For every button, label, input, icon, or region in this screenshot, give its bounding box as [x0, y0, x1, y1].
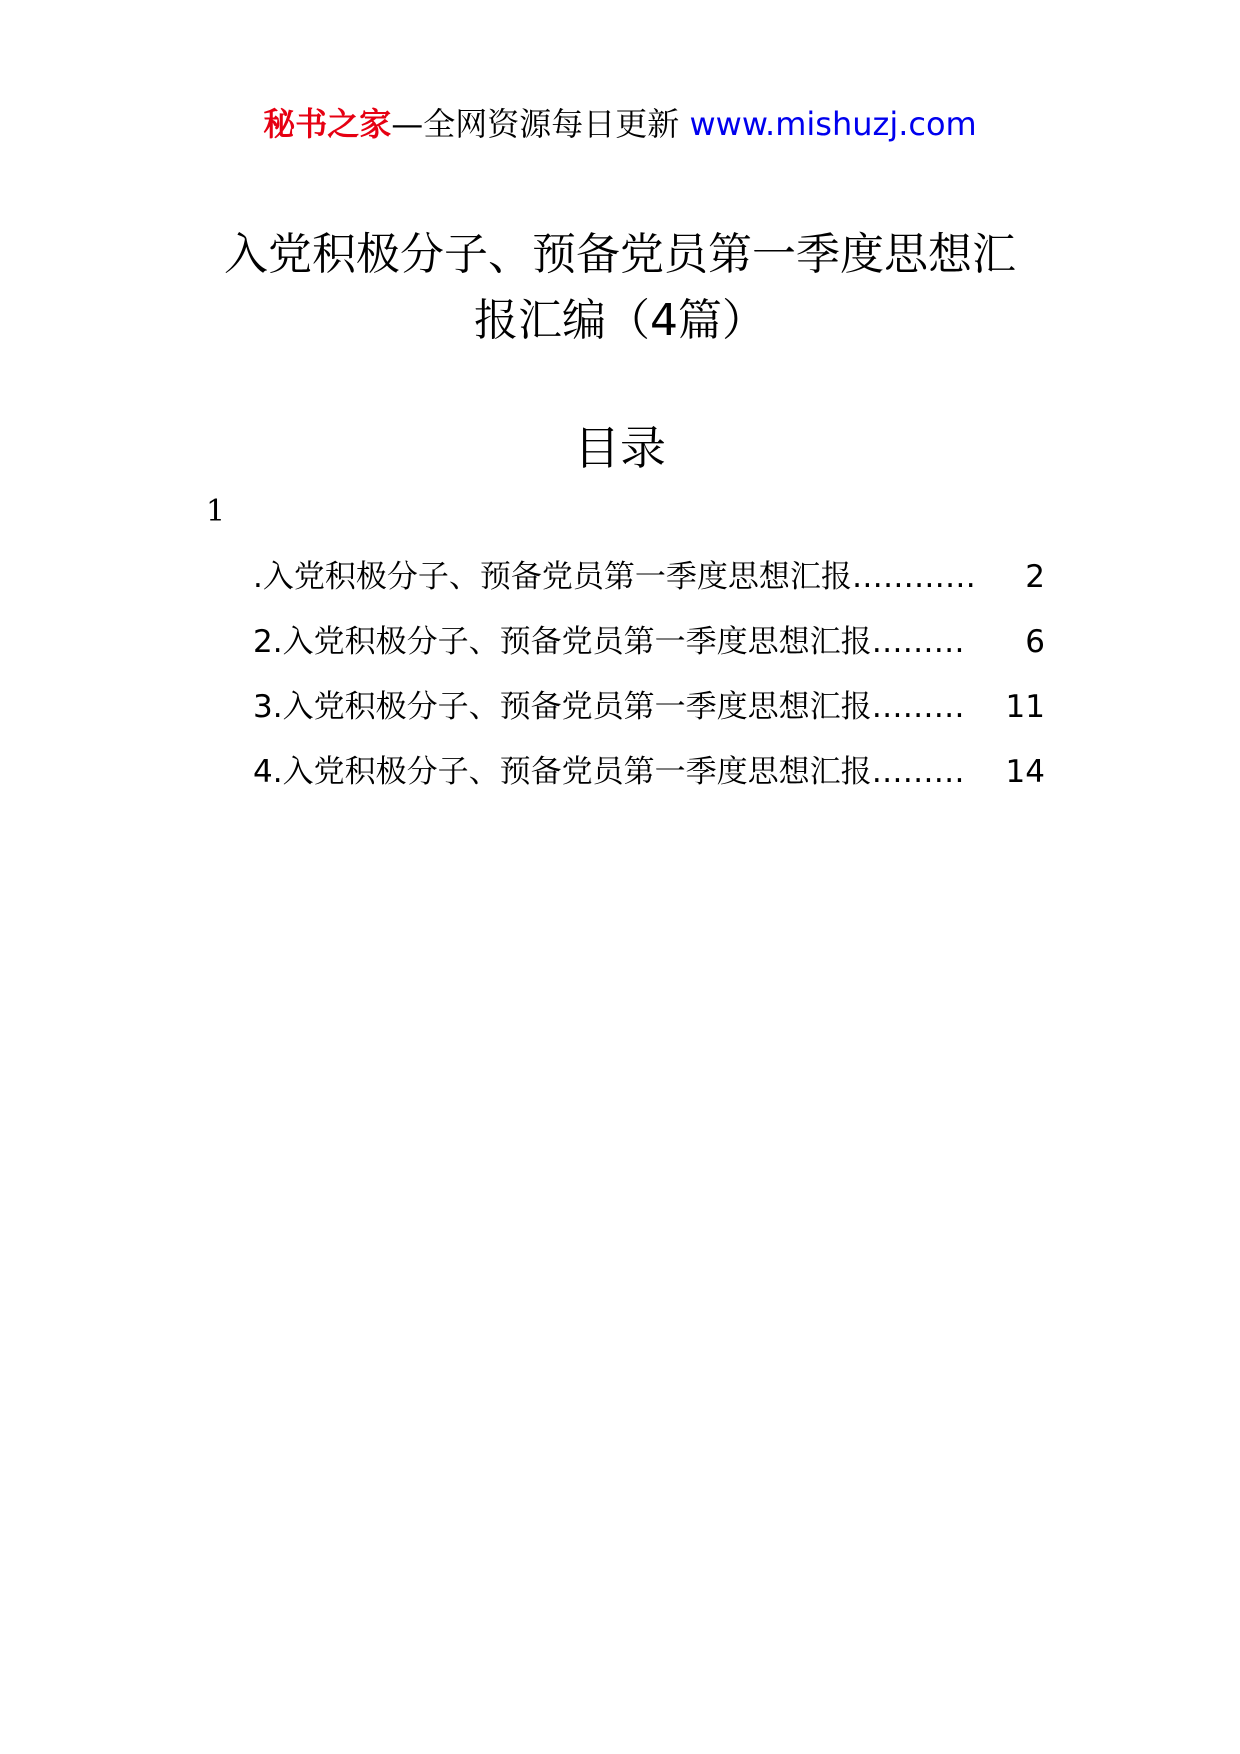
document-title [0, 222, 1240, 354]
toc-entry-page-number: 2 [1025, 559, 1045, 595]
page-header [0, 98, 1240, 150]
toc-entry-page-number: 6 [1025, 624, 1045, 660]
toc-entry[interactable] [253, 552, 1045, 617]
toc-entry-page-number: 14 [1005, 754, 1045, 790]
website-link[interactable]: www.mishuzj.com [689, 105, 977, 143]
toc-entry[interactable] [253, 747, 1045, 812]
list-number-1: 1 [206, 494, 226, 529]
toc-entry[interactable] [253, 682, 1045, 747]
toc-entry-page-number: 11 [1005, 689, 1045, 725]
toc-entry-title: .入党积极分子、预备党员第一季度思想汇报………… [253, 559, 976, 595]
table-of-contents [253, 552, 1045, 812]
brand-name: 秘书之家 [263, 105, 392, 143]
toc-entry[interactable] [253, 617, 1045, 682]
toc-heading: 目录 [574, 421, 666, 475]
toc-entry-title: 3.入党积极分子、预备党员第一季度思想汇报……… [253, 689, 965, 725]
document-title-line-2: 报汇编（4篇） [474, 295, 766, 346]
header-slogan: —全网资源每日更新 [391, 105, 690, 143]
document-title-line-1: 入党积极分子、预备党员第一季度思想汇 [224, 229, 1016, 280]
toc-entry-title: 2.入党积极分子、预备党员第一季度思想汇报……… [253, 624, 965, 660]
toc-entry-title: 4.入党积极分子、预备党员第一季度思想汇报……… [253, 754, 965, 790]
